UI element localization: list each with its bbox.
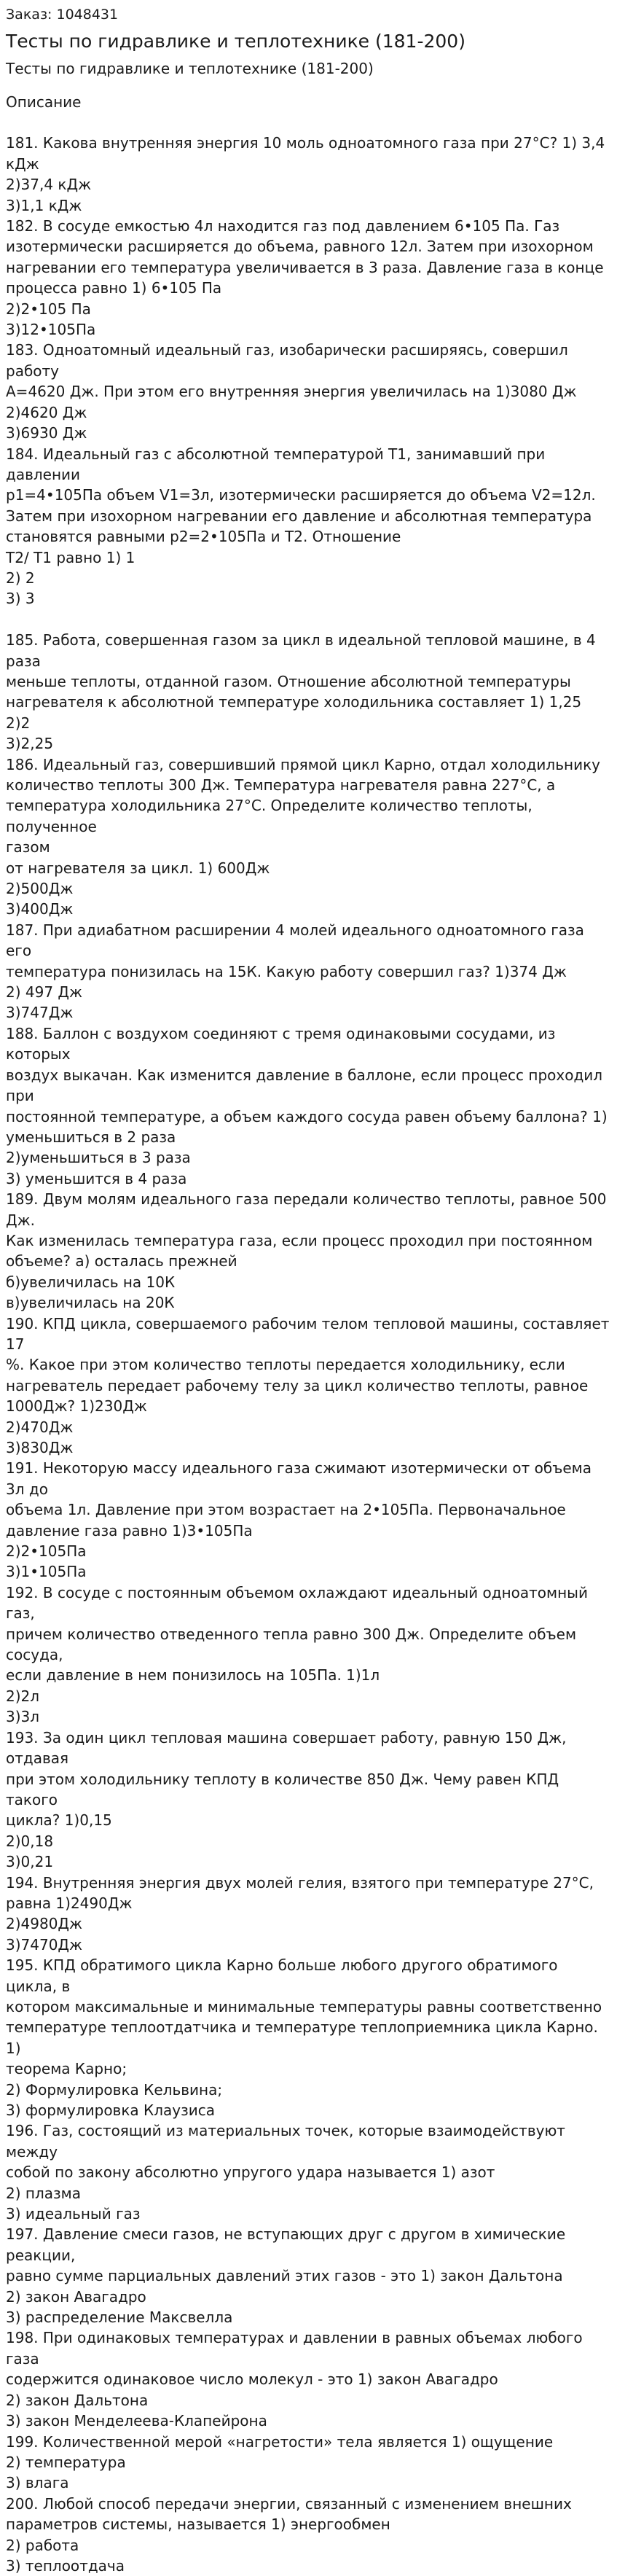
description-line: изотермически расширяется до объема, равного 12л. Затем при изохорном (6, 238, 594, 256)
description-line: цикла? 1)0,15 (6, 1811, 112, 1830)
description-line: 3) 3 (6, 590, 35, 608)
description-line: 192. В сосуде с постоянным объемом охлаждают идеальный одноатомный газ, (6, 1583, 593, 1623)
description-line: объема 1л. Давление при этом возрастает на 2•105Па. Первоначальное (6, 1501, 566, 1519)
description-line: нагревании его температура увеличивается в 3 раза. Давление газа в конце (6, 258, 604, 276)
description-line: 185. Работа, совершенная газом за цикл в идеальной тепловой машине, в 4 раза (6, 631, 601, 670)
description-line: 193. За один цикл тепловая машина совершает работу, равную 150 Дж, отдавая (6, 1728, 571, 1768)
description-line: 197. Давление смеси газов, не вступающих друг с другом в химические реакции, (6, 2225, 570, 2264)
description-line: 198. При одинаковых температурах и давлении в равных объемах любого газа (6, 2329, 587, 2368)
description-line: теорема Карно; (6, 2060, 127, 2078)
description-line: 2) закон Авагадро (6, 2287, 146, 2306)
page-subtitle: Тесты по гидравлике и теплотехнике (181-200) (6, 60, 374, 77)
description-line: 3)2,25 (6, 735, 54, 753)
description-line: котором максимальные и минимальные температуры равны соответственно (6, 1997, 602, 2015)
description-line: 3) влага (6, 2474, 69, 2492)
description-line: 2)470Дж (6, 1418, 74, 1436)
description-line: 199. Количественной мерой «нагретости» тела является 1) ощущение (6, 2432, 554, 2451)
description-body (6, 112, 614, 2576)
description-line: содержится одинаковое число молекул - это 1) закон Авагадро (6, 2370, 498, 2389)
description-line: 3)1,1 кДж (6, 196, 82, 214)
description-line: 2)2 (6, 714, 31, 732)
description-line: 2)4620 Дж (6, 403, 87, 421)
description-line: 2)500Дж (6, 880, 74, 898)
description-line: от нагревателя за цикл. 1) 600Дж (6, 859, 270, 877)
description-line: температуре теплоотдатчика и температуре теплоприемника цикла Карно. 1) (6, 2018, 603, 2057)
description-line: 3)747Дж (6, 1004, 74, 1022)
description-line: 194. Внутренняя энергия двух молей гелия, взятого при температуре 27°С, (6, 1873, 594, 1892)
description-line: 1000Дж? 1)230Дж (6, 1397, 147, 1416)
description-line: 196. Газ, состоящий из материальных точек, которые взаимодействуют между (6, 2122, 570, 2161)
description-line: уменьшиться в 2 раза (6, 1128, 176, 1146)
description-line: 2)2•105 Па (6, 300, 91, 318)
description-line: 2) 497 Дж (6, 983, 83, 1002)
description-line: 2) плазма (6, 2184, 81, 2202)
description-line: 3) теплоотдача (6, 2556, 125, 2575)
description-line: процесса равно 1) 6•105 Па (6, 279, 222, 297)
description-line: 188. Баллон с воздухом соединяют с тремя одинаковыми сосудами, из которых (6, 1024, 560, 1063)
description-line: 3) распределение Максвелла (6, 2308, 233, 2327)
description-line: температура холодильника 27°С. Определите количество теплоты, полученное (6, 797, 538, 835)
description-line: 195. КПД обратимого цикла Карно больше любого другого обратимого цикла, в (6, 1956, 562, 1995)
description-line: 2)уменьшиться в 3 раза (6, 1149, 191, 1167)
description-line: 186. Идеальный газ, совершивший прямой цикл Карно, отдал холодильнику (6, 755, 600, 773)
description-line: Т2/ Т1 равно 1) 1 (6, 548, 135, 566)
description-line: 183. Одноатомный идеальный газ, изобарически расширяясь, совершил работу (6, 341, 573, 380)
description-line: 190. КПД цикла, совершаемого рабочим телом тепловой машины, составляет 17 (6, 1314, 614, 1353)
description-line: 3)1•105Па (6, 1563, 87, 1581)
description-line: равно сумме парциальных давлений этих газов - это 1) закон Дальтона (6, 2267, 563, 2285)
description-line: 200. Любой способ передачи энергии, связанный с изменением внешних (6, 2494, 572, 2513)
description-line (6, 112, 611, 133)
description-line: 187. При адиабатном расширении 4 молей идеального одноатомного газа его (6, 921, 589, 960)
description-line: 3) уменьшится в 4 раза (6, 1169, 187, 1187)
description-line: 181. Какова внутренняя энергия 10 моль одноатомного газа при 27°С? 1) 3,4 кДж (6, 134, 610, 173)
description-line: 3)6930 Дж (6, 424, 87, 442)
description-line: б)увеличилась на 10К (6, 1273, 176, 1291)
description-line: 3)830Дж (6, 1439, 74, 1456)
description-line: при этом холодильнику теплоту в количестве 850 Дж. Чему равен КПД такого (6, 1770, 564, 1808)
description-line: воздух выкачан. Как изменится давление в баллоне, если процесс проходил при (6, 1066, 608, 1105)
description-line: 2)37,4 кДж (6, 176, 92, 194)
description-line: 2) температура (6, 2453, 126, 2471)
description-line: постоянной температуре, а объем каждого сосуда равен объему баллона? 1) (6, 1107, 608, 1125)
description-line: температура понизилась на 15К. Какую работу совершил газ? 1)374 Дж (6, 962, 567, 980)
description-line: 182. В сосуде емкостью 4л находится газ под давлением 6•105 Па. Газ (6, 217, 560, 235)
description-label: Описание (6, 93, 82, 111)
description-line: 3)0,21 (6, 1853, 54, 1871)
description-line: 3)3л (6, 1708, 40, 1726)
description-line: газом (6, 838, 50, 856)
description-line: Как изменилась температура газа, если процесс проходил при постоянном (6, 1231, 593, 1249)
description-line: параметров системы, называется 1) энергообмен (6, 2515, 390, 2534)
description-line: 3)12•105Па (6, 321, 96, 339)
description-line: 3)400Дж (6, 900, 74, 918)
description-line: 3)7470Дж (6, 1935, 83, 1954)
description-line: 2)0,18 (6, 1832, 54, 1850)
description-line: 3) закон Менделеева-Клапейрона (6, 2412, 267, 2430)
description-line (6, 609, 611, 630)
description-line: равна 1)2490Дж (6, 1894, 133, 1912)
description-line: р1=4•105Па объем V1=3л, изотермически расширяется до объема V2=12л. (6, 486, 596, 504)
description-line: Затем при изохорном нагревании его давление и абсолютная температура (6, 507, 592, 525)
description-line: 2)4980Дж (6, 1915, 83, 1933)
description-line: нагреватель передает рабочему телу за цикл количество теплоты, равное (6, 1376, 589, 1394)
description-line: объеме? а) осталась прежней (6, 1252, 237, 1271)
description-line: 3) формулировка Клаузиса (6, 2101, 215, 2119)
page-title: Тесты по гидравлике и теплотехнике (181-200) (6, 31, 465, 52)
description-line: нагревателя к абсолютной температуре холодильника составляет 1) 1,25 (6, 693, 582, 711)
description-line: 2)2•105Па (6, 1542, 87, 1561)
description-line: А=4620 Дж. При этом его внутренняя энергия увеличилась на 1)3080 Дж (6, 383, 577, 401)
description-line: давление газа равно 1)3•105Па (6, 1521, 253, 1539)
description-line: 189. Двум молям идеального газа передали количество теплоты, равное 500 Дж. (6, 1190, 611, 1229)
description-line: меньше теплоты, отданной газом. Отношение абсолютной температуры (6, 672, 571, 690)
description-line: количество теплоты 300 Дж. Температура нагревателя равна 227°С, а (6, 776, 556, 794)
description-line: %. Какое при этом количество теплоты передается холодильнику, если (6, 1356, 565, 1374)
description-line: 3) идеальный газ (6, 2205, 141, 2223)
description-line: 2) закон Дальтона (6, 2391, 149, 2409)
description-line: 2)2л (6, 1687, 40, 1705)
description-line: в)увеличилась на 20К (6, 1294, 175, 1312)
description-line: 2) работа (6, 2536, 79, 2554)
description-line: если давление в нем понизилось на 105Па. 1)1л (6, 1666, 380, 1685)
description-line: 184. Идеальный газ с абсолютной температурой Т1, занимавший при давлении (6, 445, 550, 483)
order-number: Заказ: 1048431 (6, 7, 119, 23)
description-line: 2) 2 (6, 569, 35, 587)
description-line: 2) Формулировка Кельвина; (6, 2080, 223, 2099)
description-line: собой по закону абсолютно упругого удара называется 1) азот (6, 2163, 495, 2182)
description-line: становятся равными р2=2•105Па и Т2. Отношение (6, 528, 401, 546)
description-line: 191. Некоторую массу идеального газа сжимают изотермически от объема 3л до (6, 1459, 597, 1498)
description-line: причем количество отведенного тепла равно 300 Дж. Определите объем сосуда, (6, 1625, 581, 1664)
